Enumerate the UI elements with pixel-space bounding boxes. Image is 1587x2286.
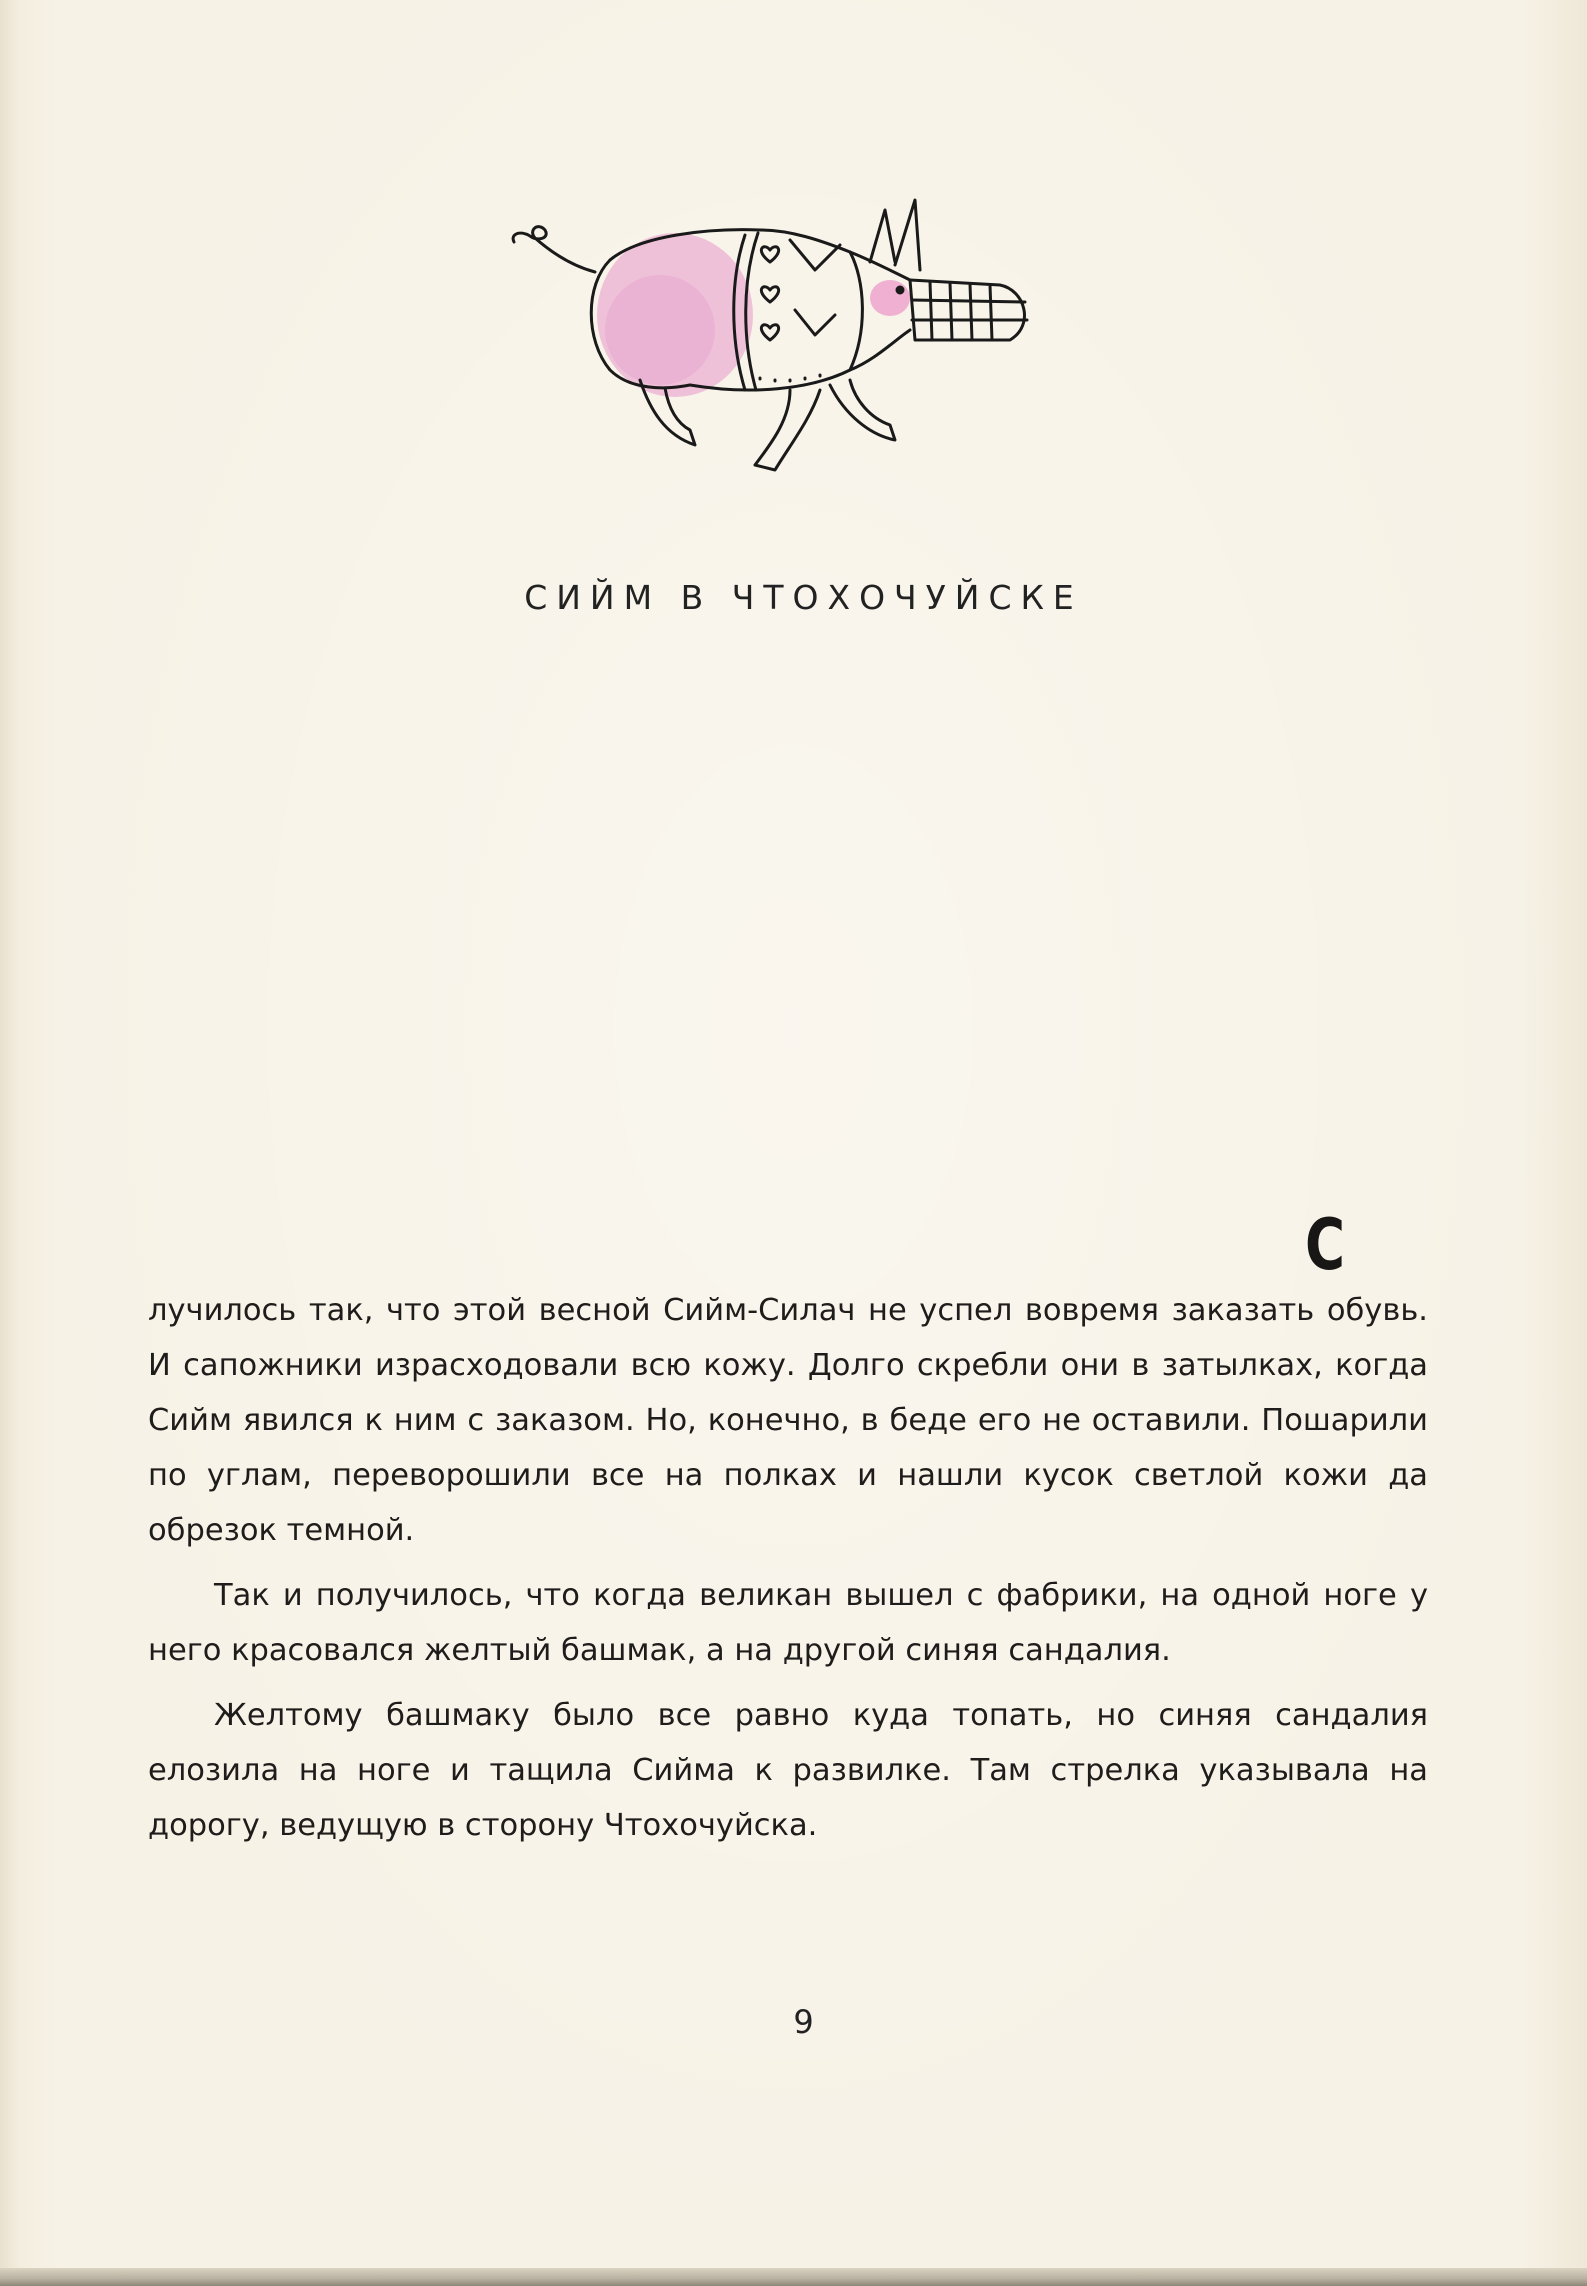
pink-cheek	[870, 280, 910, 316]
chapter-title: СИЙМ В ЧТОХОЧУЙСКЕ	[524, 578, 1083, 617]
paragraph-1-text: лучилось так, что этой весной Сийм-Силач не успел вовремя заказать обувь. И сапожники израсходовали всю кожу. Долго скребли они в затылках, когда Сийм явился к ним с заказом. Но, конечно, в беде его не оставили. Пошарили по углам, переворошили все на полках и нашли кусок светлой кожи да обрезок темной.	[148, 1293, 1428, 1548]
page-number: 9	[793, 2003, 814, 2041]
pig-in-sweater-illustration	[490, 190, 1080, 480]
page-bottom-edge	[0, 2268, 1587, 2286]
paragraph-1	[148, 1204, 1428, 1558]
paragraph-2: Так и получилось, что когда великан вышел с фабрики, на одной ноге у него красовался желтый башмак, а на другой синяя сандалия.	[148, 1578, 1428, 1668]
paragraph-3: Желтому башмаку было все равно куда топать, но синяя сандалия елозила на ноге и тащила Сийма к развилке. Там стрелка указывала на дорогу, ведущую в сторону Чтохочуйска.	[148, 1698, 1428, 1843]
drop-cap: С	[1305, 1204, 1346, 1286]
chapter-body	[148, 1204, 1428, 1853]
